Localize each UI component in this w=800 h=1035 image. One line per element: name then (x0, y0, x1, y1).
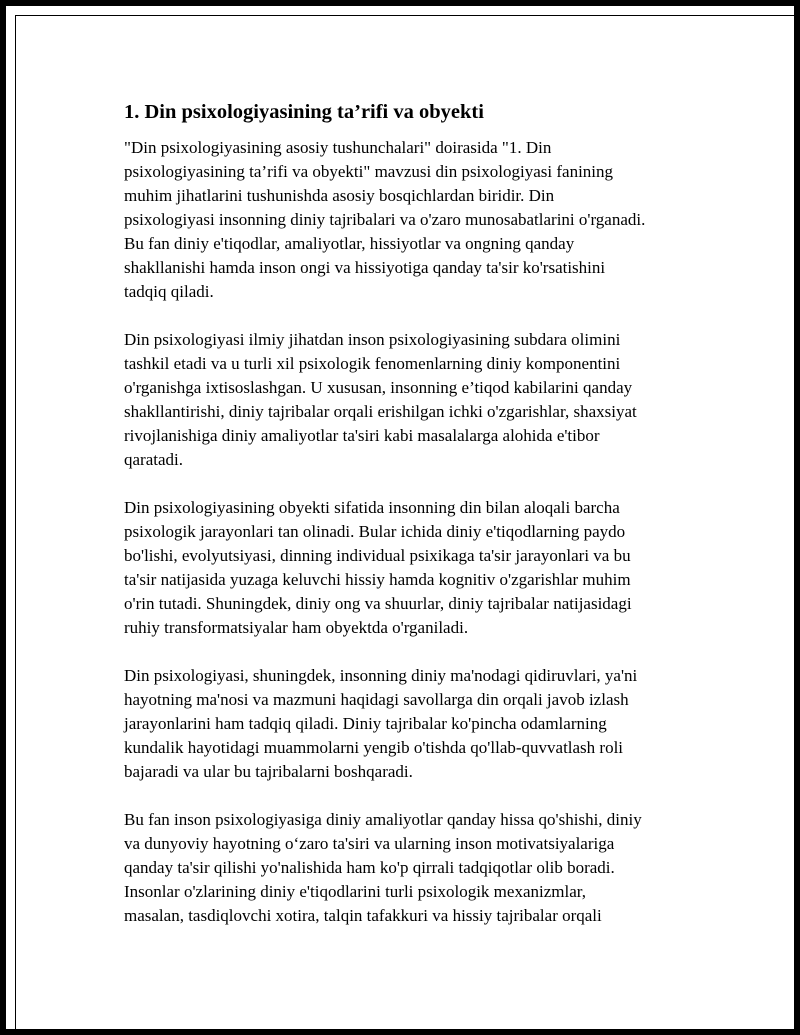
text-line: bajaradi va ular bu tajribalarni boshqaradi. (124, 762, 413, 781)
text-line: o'rin tutadi. Shuningdek, diniy ong va shuurlar, diniy tajribalar natijasidagi (124, 594, 632, 613)
text-line: psixologiyasi insonning diniy tajribalari va o'zaro munosabatlarini o'rganadi. (124, 210, 646, 229)
text-line: Insonlar o'zlarining diniy e'tiqodlarini turli psixologik mexanizmlar, (124, 882, 586, 901)
text-line: tadqiq qiladi. (124, 282, 214, 301)
text-line: psixologiyasining ta’rifi va obyekti" mavzusi din psixologiyasi fanining (124, 162, 614, 181)
paragraph-5 (124, 808, 696, 928)
text-line: rivojlanishiga diniy amaliyotlar ta'siri kabi masalalarga alohida e'tibor (124, 426, 600, 445)
text-line: psixologik jarayonlari tan olinadi. Bular ichida diniy e'tiqodlarning paydo (124, 522, 626, 541)
paragraph-2 (124, 328, 696, 472)
section-heading: 1. Din psixologiyasining ta’rifi va obyekti (124, 101, 484, 123)
text-line: muhim jihatlarini tushunishda asosiy bosqichlardan biridir. Din (124, 186, 555, 205)
text-line: ta'sir natijasida yuzaga keluvchi hissiy hamda kognitiv o'zgarishlar muhim (124, 570, 631, 589)
text-line: va dunyoviy hayotning o‘zaro ta'siri va ularning inson motivatsiyalariga (124, 834, 615, 853)
text-line: qanday ta'sir qilishi yo'nalishida ham ko'p qirrali tadqiqotlar olib boradi. (124, 858, 615, 877)
text-line: Din psixologiyasi ilmiy jihatdan inson psixologiyasining subdara olimini (124, 330, 621, 349)
text-line: bo'lishi, evolyutsiyasi, dinning individual psixikaga ta'sir jarayonlari va bu (124, 546, 631, 565)
text-line: ruhiy transformatsiyalar ham obyektda o'rganiladi. (124, 618, 469, 637)
text-line: Din psixologiyasi, shuningdek, insonning diniy ma'nodagi qidiruvlari, ya'ni (124, 666, 638, 685)
document-body (124, 99, 696, 952)
text-line: Bu fan inson psixologiyasiga diniy amaliyotlar qanday hissa qo'shishi, diniy (124, 810, 642, 829)
text-line: kundalik hayotidagi muammolarni yengib o'tishda qo'llab-quvvatlash roli (124, 738, 624, 757)
text-line: Din psixologiyasining obyekti sifatida insonning din bilan aloqali barcha (124, 498, 620, 517)
text-line: tashkil etadi va u turli xil psixologik fenomenlarning diniy komponentini (124, 354, 621, 373)
text-line: jarayonlarini ham tadqiq qiladi. Diniy tajribalar ko'pincha odamlarning (124, 714, 607, 733)
text-line: shakllanishi hamda inson ongi va hissiyotiga qanday ta'sir ko'rsatishini (124, 258, 606, 277)
text-line: qaratadi. (124, 450, 183, 469)
text-line: o'rganishga ixtisoslashgan. U xususan, insonning e’tiqod kabilarini qanday (124, 378, 633, 397)
paragraph-4 (124, 664, 696, 784)
paragraph-3 (124, 496, 696, 640)
text-line: shakllantirishi, diniy tajribalar orqali erishilgan ichki o'zgarishlar, shaxsiyat (124, 402, 637, 421)
text-line: hayotning ma'nosi va mazmuni haqidagi savollarga din orqali javob izlash (124, 690, 629, 709)
text-line: masalan, tasdiqlovchi xotira, talqin tafakkuri va hissiy tajribalar orqali (124, 906, 602, 925)
paragraph-1 (124, 136, 696, 304)
text-line: "Din psixologiyasining asosiy tushunchalari" doirasida "1. Din (124, 138, 552, 157)
text-line: Bu fan diniy e'tiqodlar, amaliyotlar, hissiyotlar va ongning qanday (124, 234, 575, 253)
